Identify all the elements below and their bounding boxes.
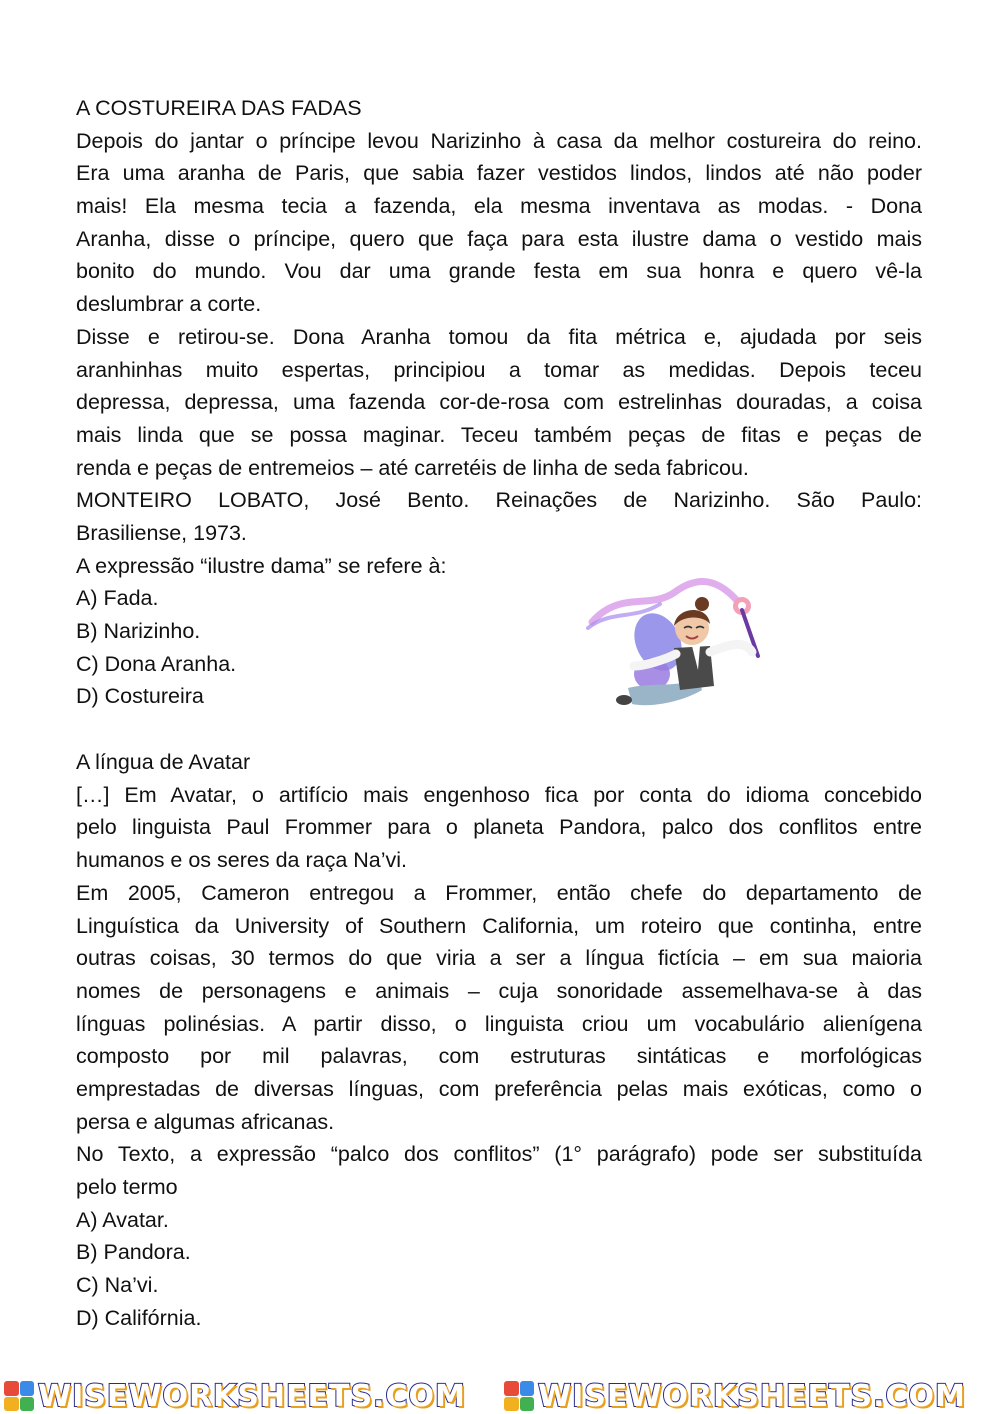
story2-line: Linguística da University of Southern California, um roteiro que continha, entre [76,913,922,938]
story2-line: pelo linguista Paul Frommer para o planeta Pandora, palco dos conflitos entre [76,815,922,840]
story1-line: mais! Ela mesma tecia a fazenda, ela mesma inventava as modas. - Dona [76,194,922,219]
story2-line: […] Em Avatar, o artifício mais engenhoso fica por conta do idioma concebido [76,782,922,807]
brand-text: WISEWORKSHEETS.COM [38,1378,466,1414]
footer-branding [0,1378,1000,1414]
option-d: D) Califórnia. [76,1305,202,1330]
fairy-illustration [580,570,780,730]
option-a: A) Avatar. [76,1207,169,1232]
brand-text: WISEWORKSHEETS.COM [538,1378,966,1414]
story1-line: Aranha, disse o príncipe, quero que faça para esta ilustre dama o vestido mais [76,226,922,251]
worksheet-content [76,92,922,1334]
logo-icon [504,1381,534,1411]
question-2: pelo termo [76,1175,178,1199]
logo-icon [4,1381,34,1411]
story2-line: emprestadas de diversas línguas, com preferência pelas mais exóticas, como o [76,1076,922,1101]
option-c: C) Na’vi. [76,1273,159,1298]
story2-line: persa e algumas africanas. [76,1109,335,1134]
option-b: B) Narizinho. [76,619,201,643]
story2-line: humanos e os seres da raça Na’vi. [76,848,408,873]
story2-line: outras coisas, 30 termos do que viria a ser a língua fictícia – em sua maioria [76,946,922,971]
story2-line: nomes de personagens e animais – cuja sonoridade assemelhava-se à das [76,978,922,1003]
option-d: D) Costureira [76,684,204,709]
story1-line: renda e peças de entremeios – até carretéis de linha de seda fabricou. [76,455,749,480]
story1-line: Depois do jantar o príncipe levou Narizinho à casa da melhor costureira do reino. [76,128,922,153]
story2-title: A língua de Avatar [76,750,251,775]
question-1: A expressão “ilustre dama” se refere à: [76,553,447,578]
story1-line: depressa, depressa, uma fazenda cor-de-rosa com estrelinhas douradas, a coisa [76,390,922,415]
citation-line: Brasiliense, 1973. [76,520,247,545]
story1-title: A COSTUREIRA DAS FADAS [76,96,362,120]
story1-line: bonito do mundo. Vou dar uma grande festa em sua honra e quero vê-la [76,259,922,284]
option-b: B) Pandora. [76,1240,191,1265]
story1-line: Disse e retirou-se. Dona Aranha tomou da fita métrica e, ajudada por seis [76,324,922,349]
story1-line: aranhinhas muito espertas, principiou a tomar as medidas. Depois teceu [76,357,922,382]
story2-line: línguas polinésias. A partir disso, o linguista criou um vocabulário alienígena [76,1011,922,1036]
story1-line: Era uma aranha de Paris, que sabia fazer vestidos lindos, lindos até não poder [76,161,922,186]
story1-line: mais linda que se possa maginar. Teceu também peças de fitas e peças de [76,422,922,447]
brand-logo [500,1378,1000,1414]
option-c: C) Dona Aranha. [76,651,237,676]
option-a: A) Fada. [76,586,159,611]
story2-line: composto por mil palavras, com estruturas sintáticas e morfológicas [76,1044,922,1069]
citation-line: MONTEIRO LOBATO, José Bento. Reinações de Narizinho. São Paulo: [76,488,922,513]
brand-logo [0,1378,500,1414]
story2-line: Em 2005, Cameron entregou a Frommer, então chefe do departamento de [76,880,922,905]
story1-line: deslumbrar a corte. [76,292,262,317]
question-2: No Texto, a expressão “palco dos conflitos” (1° parágrafo) pode ser substituída [76,1142,922,1167]
